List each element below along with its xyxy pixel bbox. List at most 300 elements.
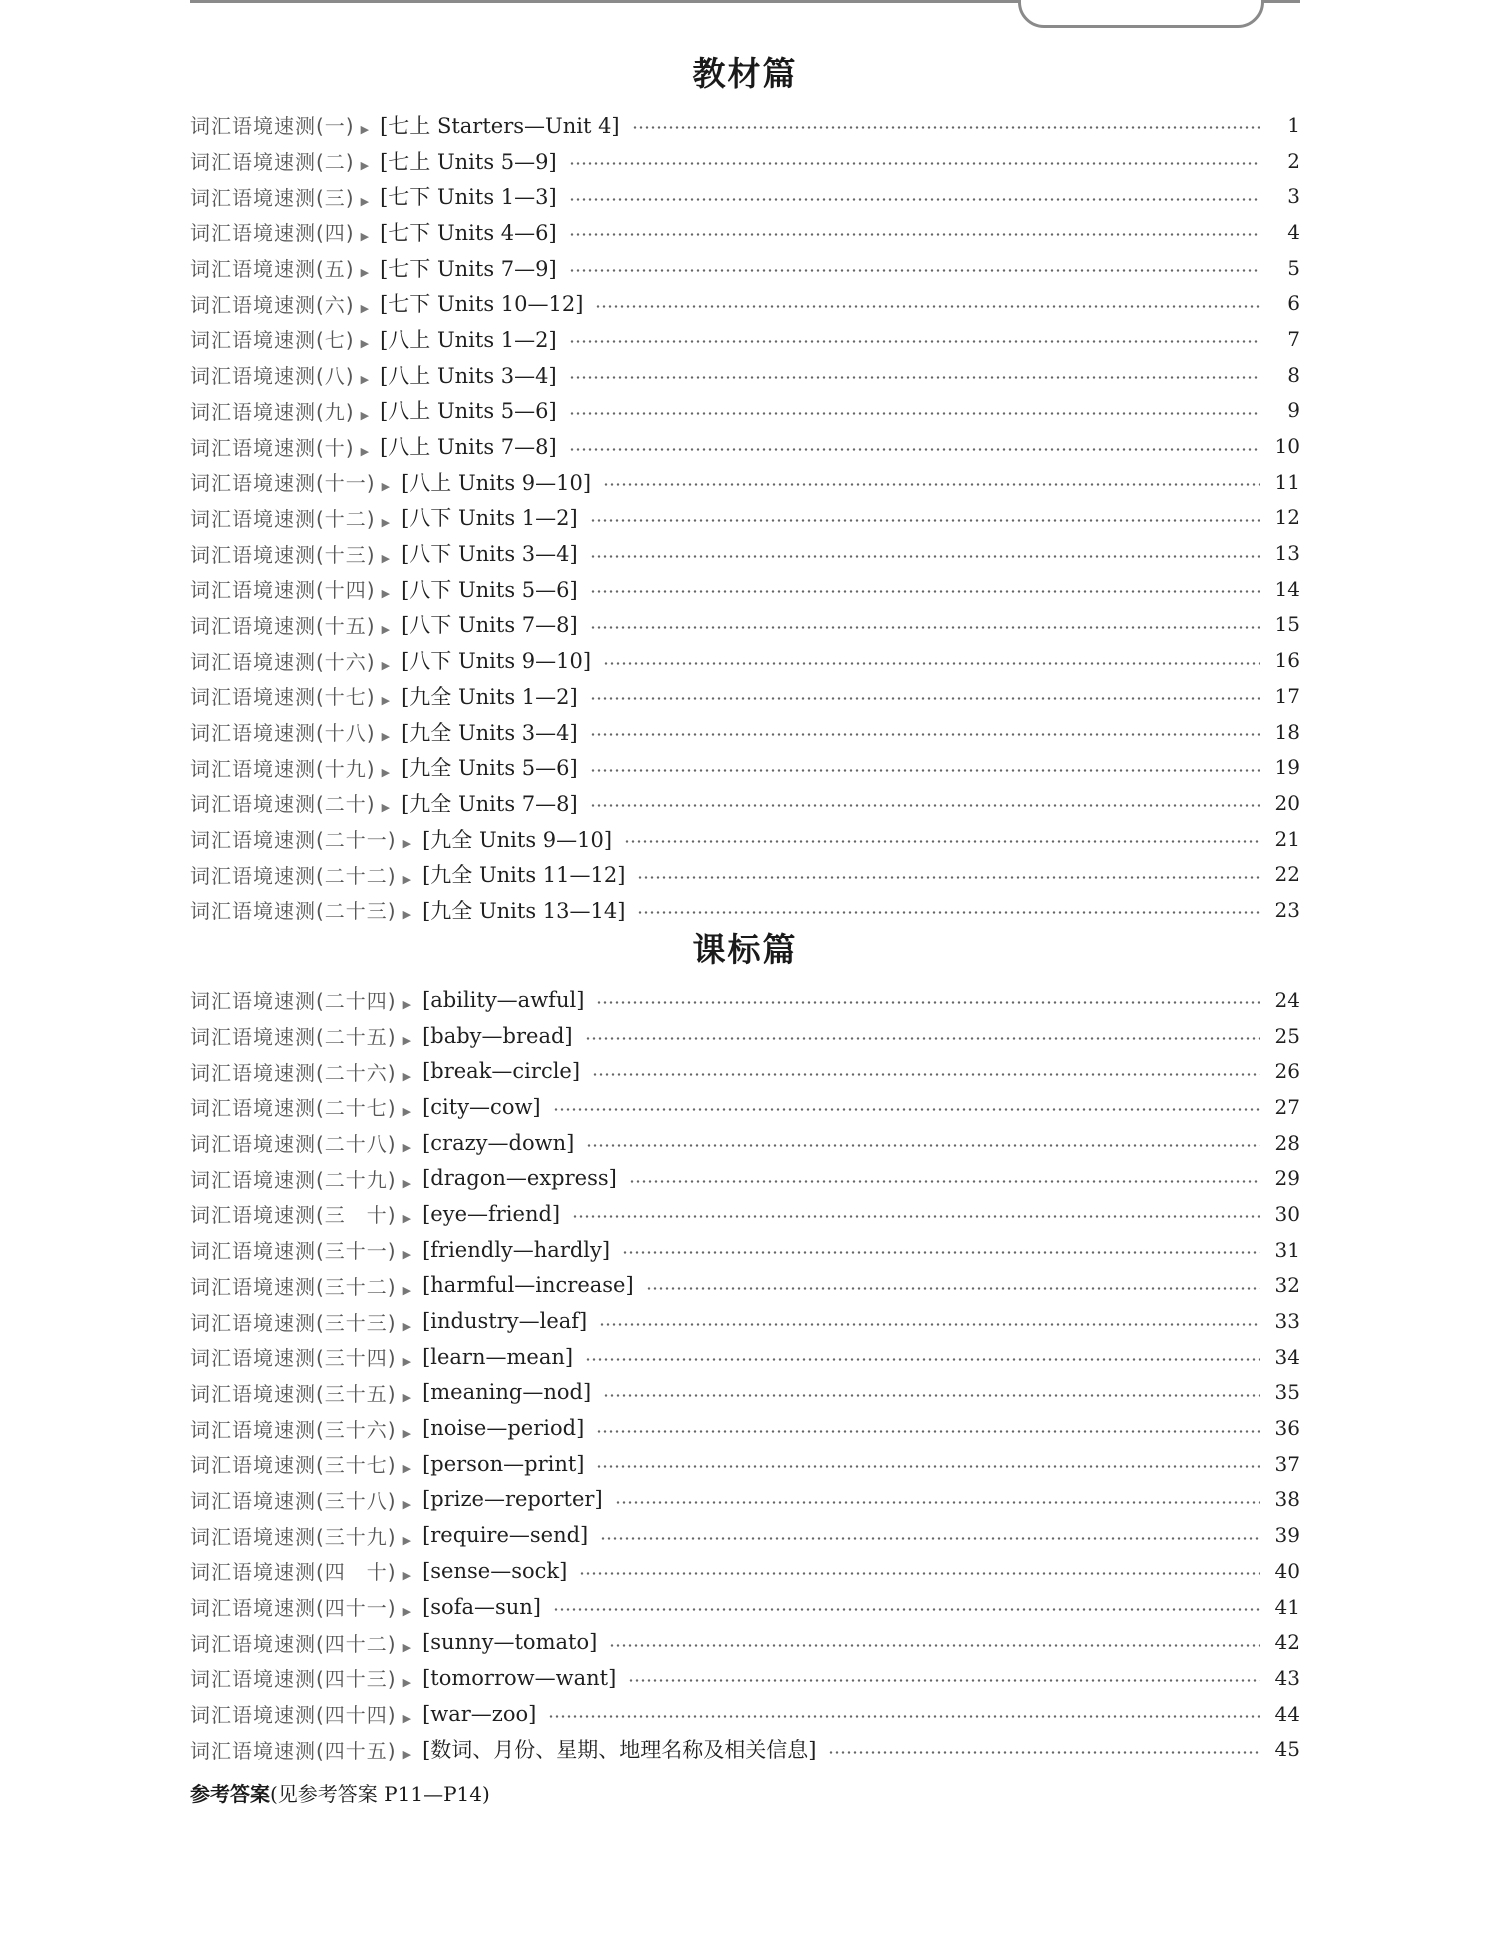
toc-entry-page-number: 32	[1274, 1273, 1300, 1298]
toc-entry[interactable]	[190, 357, 1300, 393]
toc-entry-label-text: 词汇语境速测(一)	[190, 114, 355, 139]
triangle-bullet-icon: ▶	[402, 1212, 413, 1226]
dot-leader	[624, 840, 1260, 843]
triangle-bullet-icon: ▶	[402, 1390, 413, 1404]
toc-entry-label-text: 词汇语境速测(十二)	[190, 506, 376, 531]
toc-entry-page-number: 12	[1274, 505, 1300, 530]
toc-entry-topic: [数词、月份、星期、地理名称及相关信息]	[422, 1738, 817, 1763]
toc-entry-page-number: 40	[1274, 1558, 1300, 1583]
toc-entry-label	[190, 110, 380, 139]
toc-entry-page-number: 16	[1274, 648, 1300, 673]
triangle-bullet-icon: ▶	[381, 658, 392, 672]
toc-entry-label	[190, 146, 380, 175]
toc-entry-label	[190, 1699, 422, 1728]
toc-entry[interactable]	[190, 821, 1300, 857]
toc-entry-page-number: 38	[1274, 1487, 1300, 1512]
triangle-bullet-icon: ▶	[402, 872, 413, 886]
toc-entry-topic: [八下 Units 1—2]	[401, 506, 578, 531]
toc-entry[interactable]	[190, 285, 1300, 321]
triangle-bullet-icon: ▶	[402, 1569, 413, 1583]
toc-entry-label-text: 词汇语境速测(十一)	[190, 471, 376, 496]
toc-entry[interactable]	[190, 678, 1300, 714]
dot-leader	[590, 733, 1260, 736]
toc-entry-topic: [crazy—down]	[422, 1130, 575, 1155]
toc-entry-label	[190, 467, 401, 496]
toc-entry-topic: [七上 Starters—Unit 4]	[380, 113, 620, 138]
triangle-bullet-icon: ▶	[381, 551, 392, 565]
toc-entry-label-text: 词汇语境速测(四十二)	[190, 1631, 397, 1656]
toc-entry[interactable]	[190, 1696, 1300, 1732]
toc-entry-page-number: 4	[1287, 219, 1300, 244]
section-curriculum-rows	[190, 982, 1300, 1767]
toc-entry-label-text: 词汇语境速测(二十一)	[190, 828, 397, 853]
top-tab-decoration	[1018, 0, 1264, 28]
toc-entry-label-text: 词汇语境速测(四)	[190, 221, 355, 246]
dot-leader	[603, 662, 1260, 665]
triangle-bullet-icon: ▶	[402, 1426, 413, 1440]
triangle-bullet-icon: ▶	[360, 408, 371, 422]
toc-entry-label-text: 词汇语境速测(二十四)	[190, 989, 397, 1014]
dot-leader	[637, 911, 1260, 914]
toc-entry-label	[190, 1414, 422, 1443]
toc-entry-page-number: 28	[1274, 1130, 1300, 1155]
toc-entry-topic: [七上 Units 5—9]	[380, 149, 557, 174]
toc-entry-label	[190, 1235, 422, 1264]
toc-entry[interactable]	[190, 1160, 1300, 1196]
toc-entry-label	[190, 1449, 422, 1478]
toc-entry-page-number: 34	[1274, 1344, 1300, 1369]
toc-entry-topic: [sunny—tomato]	[422, 1630, 598, 1655]
toc-entry-label-text: 词汇语境速测(三十九)	[190, 1524, 397, 1549]
dot-leader	[585, 1037, 1260, 1040]
dot-leader	[599, 1323, 1260, 1326]
toc-entry-topic: [eye—friend]	[422, 1201, 561, 1226]
dot-leader	[579, 1572, 1260, 1575]
toc-entry-topic: [ability—awful]	[422, 987, 585, 1012]
toc-entry-topic: [industry—leaf]	[422, 1309, 588, 1334]
triangle-bullet-icon: ▶	[402, 1533, 413, 1547]
triangle-bullet-icon: ▶	[360, 301, 371, 315]
triangle-bullet-icon: ▶	[402, 1605, 413, 1619]
triangle-bullet-icon: ▶	[360, 194, 371, 208]
dot-leader	[595, 305, 1260, 308]
toc-entry[interactable]	[190, 1517, 1300, 1553]
toc-entry[interactable]	[190, 143, 1300, 179]
toc-entry-page-number: 6	[1287, 291, 1300, 316]
toc-entry[interactable]	[190, 1303, 1300, 1339]
toc-entry-topic: [九全 Units 5—6]	[401, 756, 578, 781]
toc-entry-page-number: 3	[1287, 184, 1300, 209]
toc-entry-label-text: 词汇语境速测(十)	[190, 435, 355, 460]
toc-entry-label	[190, 1556, 422, 1585]
toc-entry-label-text: 词汇语境速测(十六)	[190, 649, 376, 674]
toc-entry[interactable]	[190, 393, 1300, 429]
toc-entry-label	[190, 574, 401, 603]
toc-entry-topic: [war—zoo]	[422, 1701, 537, 1726]
toc-entry-label-text: 词汇语境速测(三十六)	[190, 1417, 397, 1442]
toc-entry-page-number: 18	[1274, 719, 1300, 744]
toc-entry-label	[190, 1021, 422, 1050]
toc-entry-label-text: 词汇语境速测(二十七)	[190, 1096, 397, 1121]
triangle-bullet-icon: ▶	[402, 837, 413, 851]
dot-leader	[590, 804, 1260, 807]
toc-entry-label	[190, 824, 422, 853]
toc-entry-topic: [sense—sock]	[422, 1558, 568, 1583]
toc-entry-label	[190, 985, 422, 1014]
toc-entry-label	[190, 253, 380, 282]
toc-entry[interactable]	[190, 1553, 1300, 1589]
toc-entry-label-text: 词汇语境速测(四十五)	[190, 1738, 397, 1763]
triangle-bullet-icon: ▶	[402, 1105, 413, 1119]
dot-leader	[828, 1751, 1260, 1754]
triangle-bullet-icon: ▶	[402, 998, 413, 1012]
toc-entry-label-text: 词汇语境速测(三十八)	[190, 1488, 397, 1513]
toc-entry-page-number: 45	[1274, 1737, 1300, 1762]
toc-entry-page-number: 25	[1274, 1023, 1300, 1048]
toc-entry-label	[190, 1057, 422, 1086]
toc-entry-topic: [break—circle]	[422, 1059, 581, 1084]
toc-entry-label	[190, 503, 401, 532]
triangle-bullet-icon: ▶	[402, 1319, 413, 1333]
triangle-bullet-icon: ▶	[402, 1640, 413, 1654]
triangle-bullet-icon: ▶	[360, 266, 371, 280]
toc-entry-label	[190, 1307, 422, 1336]
toc-entry-topic: [八下 Units 7—8]	[401, 613, 578, 638]
dot-leader	[590, 769, 1260, 772]
toc-entry-label	[190, 1342, 422, 1371]
toc-entry[interactable]	[190, 856, 1300, 892]
toc-entry[interactable]	[190, 250, 1300, 286]
toc-entry-page-number: 11	[1274, 469, 1300, 494]
toc-entry-page-number: 10	[1274, 434, 1300, 459]
dot-leader	[628, 1679, 1260, 1682]
toc-entry-page-number: 24	[1274, 987, 1300, 1012]
toc-entry-topic: [九全 Units 11—12]	[422, 863, 626, 888]
toc-entry-page-number: 37	[1274, 1451, 1300, 1476]
toc-entry-page-number: 35	[1274, 1380, 1300, 1405]
toc-entry-label-text: 词汇语境速测(三十五)	[190, 1381, 397, 1406]
toc-entry-topic: [friendly—hardly]	[422, 1237, 611, 1262]
dot-leader	[586, 1144, 1260, 1147]
toc-entry-page-number: 19	[1274, 755, 1300, 780]
toc-entry-topic: [八上 Units 5—6]	[380, 399, 557, 424]
toc-entry-topic: [meaning—nod]	[422, 1380, 592, 1405]
toc-entry-label-text: 词汇语境速测(十九)	[190, 756, 376, 781]
triangle-bullet-icon: ▶	[402, 1069, 413, 1083]
dot-leader	[637, 876, 1260, 879]
triangle-bullet-icon: ▶	[381, 622, 392, 636]
triangle-bullet-icon: ▶	[360, 444, 371, 458]
toc-entry-topic: [tomorrow—want]	[422, 1665, 617, 1690]
toc-entry-label-text: 词汇语境速测(四 十)	[190, 1560, 397, 1585]
toc-entry-label	[190, 182, 380, 211]
toc-entry-page-number: 7	[1287, 326, 1300, 351]
toc-entry-label	[190, 1628, 422, 1657]
toc-entry-page-number: 27	[1274, 1094, 1300, 1119]
toc-entry-label	[190, 539, 401, 568]
toc-entry-page-number: 30	[1274, 1201, 1300, 1226]
toc-entry[interactable]	[190, 214, 1300, 250]
toc-entry-label	[190, 753, 401, 782]
toc-entry-label-text: 词汇语境速测(三 十)	[190, 1203, 397, 1228]
triangle-bullet-icon: ▶	[360, 230, 371, 244]
toc-entry-topic: [七下 Units 10—12]	[380, 292, 584, 317]
triangle-bullet-icon: ▶	[360, 373, 371, 387]
toc-entry[interactable]	[190, 1375, 1300, 1411]
toc-entry-label	[190, 1592, 422, 1621]
triangle-bullet-icon: ▶	[402, 908, 413, 922]
toc-entry[interactable]	[190, 1482, 1300, 1518]
toc-entry[interactable]	[190, 1125, 1300, 1161]
toc-entry-label	[190, 289, 380, 318]
dot-leader	[553, 1108, 1260, 1111]
dot-leader	[590, 519, 1260, 522]
toc-entry-label-text: 词汇语境速测(二十六)	[190, 1060, 397, 1085]
toc-entry-label	[190, 1164, 422, 1193]
dot-leader	[569, 269, 1260, 272]
triangle-bullet-icon: ▶	[381, 515, 392, 529]
toc-entry-label-text: 词汇语境速测(九)	[190, 399, 355, 424]
toc-entry-label	[190, 610, 401, 639]
toc-entry-topic: [九全 Units 7—8]	[401, 791, 578, 816]
toc-entry-page-number: 22	[1274, 862, 1300, 887]
toc-entry[interactable]	[190, 1589, 1300, 1625]
triangle-bullet-icon: ▶	[360, 123, 371, 137]
toc-entry[interactable]	[190, 321, 1300, 357]
toc-entry[interactable]	[190, 1053, 1300, 1089]
dot-leader	[590, 590, 1260, 593]
toc-entry-label	[190, 324, 380, 353]
toc-entry-label-text: 词汇语境速测(三十三)	[190, 1310, 397, 1335]
toc-entry-page-number: 1	[1287, 112, 1300, 137]
toc-entry[interactable]	[190, 464, 1300, 500]
section-textbook-rows	[190, 107, 1300, 928]
toc-entry-label-text: 词汇语境速测(五)	[190, 257, 355, 282]
toc-entry-label	[190, 1378, 422, 1407]
toc-entry-topic: [require—send]	[422, 1523, 589, 1548]
toc-entry-label	[190, 1735, 422, 1764]
toc-entry[interactable]	[190, 535, 1300, 571]
toc-entry[interactable]	[190, 982, 1300, 1018]
toc-entry-label-text: 词汇语境速测(四十四)	[190, 1703, 397, 1728]
toc-entry-page-number: 44	[1274, 1701, 1300, 1726]
toc-entry[interactable]	[190, 1232, 1300, 1268]
dot-leader	[569, 233, 1260, 236]
toc-entry[interactable]	[190, 1410, 1300, 1446]
toc-entry-label	[190, 717, 401, 746]
toc-entry-label-text: 词汇语境速测(三十四)	[190, 1346, 397, 1371]
toc-entry-page-number: 21	[1274, 826, 1300, 851]
toc-entry-topic: [prize—reporter]	[422, 1487, 603, 1512]
toc-entry-page-number: 31	[1274, 1237, 1300, 1262]
toc-entry-label-text: 词汇语境速测(四十一)	[190, 1596, 397, 1621]
answers-note	[190, 1778, 490, 1807]
section-title-textbook: 教材篇	[692, 54, 798, 93]
toc-entry-label-text: 词汇语境速测(六)	[190, 292, 355, 317]
dot-leader	[603, 483, 1260, 486]
dot-leader	[590, 555, 1260, 558]
triangle-bullet-icon: ▶	[402, 1747, 413, 1761]
toc-entry-topic: [八上 Units 3—4]	[380, 363, 557, 388]
toc-entry-label	[190, 1199, 422, 1228]
dot-leader	[603, 1394, 1260, 1397]
dot-leader	[622, 1251, 1260, 1254]
toc-entry[interactable]	[190, 1731, 1300, 1767]
toc-entry[interactable]	[190, 1446, 1300, 1482]
toc-entry-label-text: 词汇语境速测(二)	[190, 150, 355, 175]
toc-entry-topic: [九全 Units 9—10]	[422, 827, 613, 852]
dot-leader	[585, 1358, 1260, 1361]
toc-entry[interactable]	[190, 785, 1300, 821]
toc-entry-page-number: 2	[1287, 148, 1300, 173]
toc-entry-page-number: 20	[1274, 790, 1300, 815]
toc-entry-label-text: 词汇语境速测(十八)	[190, 721, 376, 746]
toc-entry-page-number: 26	[1274, 1059, 1300, 1084]
toc-entry[interactable]	[190, 500, 1300, 536]
dot-leader	[632, 126, 1260, 129]
toc-entry-page-number: 33	[1274, 1309, 1300, 1334]
triangle-bullet-icon: ▶	[381, 587, 392, 601]
triangle-bullet-icon: ▶	[402, 1355, 413, 1369]
toc-entry[interactable]	[190, 107, 1300, 143]
triangle-bullet-icon: ▶	[381, 730, 392, 744]
toc-entry-page-number: 5	[1287, 255, 1300, 280]
toc-entry-label	[190, 432, 380, 461]
dot-leader	[548, 1715, 1260, 1718]
section-title-curriculum: 课标篇	[692, 930, 798, 969]
dot-leader	[572, 1215, 1260, 1218]
toc-entry-label-text: 词汇语境速测(十三)	[190, 542, 376, 567]
toc-entry-page-number: 39	[1274, 1523, 1300, 1548]
toc-entry-label	[190, 860, 422, 889]
toc-entry-topic: [七下 Units 4—6]	[380, 220, 557, 245]
dot-leader	[569, 162, 1260, 165]
toc-entry-topic: [七下 Units 1—3]	[380, 185, 557, 210]
toc-entry-topic: [sofa—sun]	[422, 1594, 542, 1619]
dot-leader	[609, 1644, 1260, 1647]
dot-leader	[592, 1073, 1260, 1076]
dot-leader	[615, 1501, 1260, 1504]
dot-leader	[590, 626, 1260, 629]
toc-entry-label-text: 词汇语境速测(十五)	[190, 613, 376, 638]
toc-entry-topic: [dragon—express]	[422, 1166, 617, 1191]
toc-entry[interactable]	[190, 642, 1300, 678]
triangle-bullet-icon: ▶	[402, 1176, 413, 1190]
toc-entry-label	[190, 1663, 422, 1692]
triangle-bullet-icon: ▶	[381, 801, 392, 815]
toc-entry-label-text: 词汇语境速测(三十二)	[190, 1274, 397, 1299]
toc-entry-topic: [learn—mean]	[422, 1344, 574, 1369]
toc-entry-label-text: 词汇语境速测(二十二)	[190, 863, 397, 888]
toc-entry-label-text: 词汇语境速测(三)	[190, 185, 355, 210]
toc-entry-label-text: 词汇语境速测(八)	[190, 364, 355, 389]
toc-entry[interactable]	[190, 1089, 1300, 1125]
dot-leader	[646, 1287, 1260, 1290]
toc-entry-label-text: 词汇语境速测(二十八)	[190, 1132, 397, 1157]
toc-entry-label-text: 词汇语境速测(二十九)	[190, 1167, 397, 1192]
toc-entry-label	[190, 217, 380, 246]
triangle-bullet-icon: ▶	[381, 480, 392, 494]
toc-entry-label-text: 词汇语境速测(二十三)	[190, 899, 397, 924]
toc-entry-topic: [八上 Units 9—10]	[401, 470, 592, 495]
toc-entry[interactable]	[190, 428, 1300, 464]
answers-label: 参考答案	[190, 1782, 270, 1806]
dot-leader	[569, 340, 1260, 343]
toc-entry-label-text: 词汇语境速测(十四)	[190, 578, 376, 603]
toc-entry-label	[190, 1521, 422, 1550]
toc-entry-page-number: 13	[1274, 541, 1300, 566]
triangle-bullet-icon: ▶	[381, 694, 392, 708]
triangle-bullet-icon: ▶	[402, 1462, 413, 1476]
toc-entry-topic: [九全 Units 13—14]	[422, 898, 626, 923]
toc-entry-page-number: 14	[1274, 576, 1300, 601]
toc-entry-label	[190, 788, 401, 817]
toc-entry[interactable]	[190, 178, 1300, 214]
triangle-bullet-icon: ▶	[402, 1676, 413, 1690]
toc-entry[interactable]	[190, 1624, 1300, 1660]
toc-entry[interactable]	[190, 714, 1300, 750]
dot-leader	[590, 697, 1260, 700]
toc-entry[interactable]	[190, 1018, 1300, 1054]
toc-entry[interactable]	[190, 571, 1300, 607]
toc-entry[interactable]	[190, 892, 1300, 928]
triangle-bullet-icon: ▶	[402, 1034, 413, 1048]
toc-entry-label	[190, 396, 380, 425]
toc-entry-topic: [city—cow]	[422, 1094, 541, 1119]
toc-entry-label	[190, 360, 380, 389]
toc-entry[interactable]	[190, 1196, 1300, 1232]
triangle-bullet-icon: ▶	[381, 765, 392, 779]
dot-leader	[600, 1537, 1260, 1540]
toc-entry[interactable]	[190, 607, 1300, 643]
triangle-bullet-icon: ▶	[360, 159, 371, 173]
toc-entry[interactable]	[190, 749, 1300, 785]
toc-entry-label	[190, 1485, 422, 1514]
toc-entry-label-text: 词汇语境速测(七)	[190, 328, 355, 353]
toc-entry-label	[190, 1128, 422, 1157]
toc-entry-page-number: 17	[1274, 683, 1300, 708]
toc-entry-page-number: 41	[1274, 1594, 1300, 1619]
toc-entry-topic: [harmful—increase]	[422, 1273, 634, 1298]
toc-entry-topic: [九全 Units 3—4]	[401, 720, 578, 745]
dot-leader	[569, 376, 1260, 379]
triangle-bullet-icon: ▶	[402, 1141, 413, 1155]
dot-leader	[569, 412, 1260, 415]
toc-entry[interactable]	[190, 1268, 1300, 1304]
toc-entry-page-number: 42	[1274, 1630, 1300, 1655]
toc-entry[interactable]	[190, 1339, 1300, 1375]
toc-entry-topic: [八上 Units 1—2]	[380, 327, 557, 352]
toc-entry[interactable]	[190, 1660, 1300, 1696]
toc-entry-topic: [八下 Units 9—10]	[401, 649, 592, 674]
toc-entry-page-number: 36	[1274, 1416, 1300, 1441]
triangle-bullet-icon: ▶	[402, 1248, 413, 1262]
toc-entry-label	[190, 1092, 422, 1121]
toc-entry-topic: [noise—period]	[422, 1416, 585, 1441]
toc-entry-page-number: 29	[1274, 1166, 1300, 1191]
answers-pages: (见参考答案 P11—P14)	[270, 1782, 490, 1806]
dot-leader	[553, 1608, 1260, 1611]
dot-leader	[569, 198, 1260, 201]
toc-entry-label	[190, 681, 401, 710]
toc-entry-topic: [八下 Units 3—4]	[401, 542, 578, 567]
toc-entry-topic: [八下 Units 5—6]	[401, 577, 578, 602]
toc-entry-label-text: 词汇语境速测(四十三)	[190, 1667, 397, 1692]
triangle-bullet-icon: ▶	[360, 337, 371, 351]
toc-entry-topic: [八上 Units 7—8]	[380, 435, 557, 460]
toc-entry-label	[190, 646, 401, 675]
dot-leader	[596, 1001, 1260, 1004]
